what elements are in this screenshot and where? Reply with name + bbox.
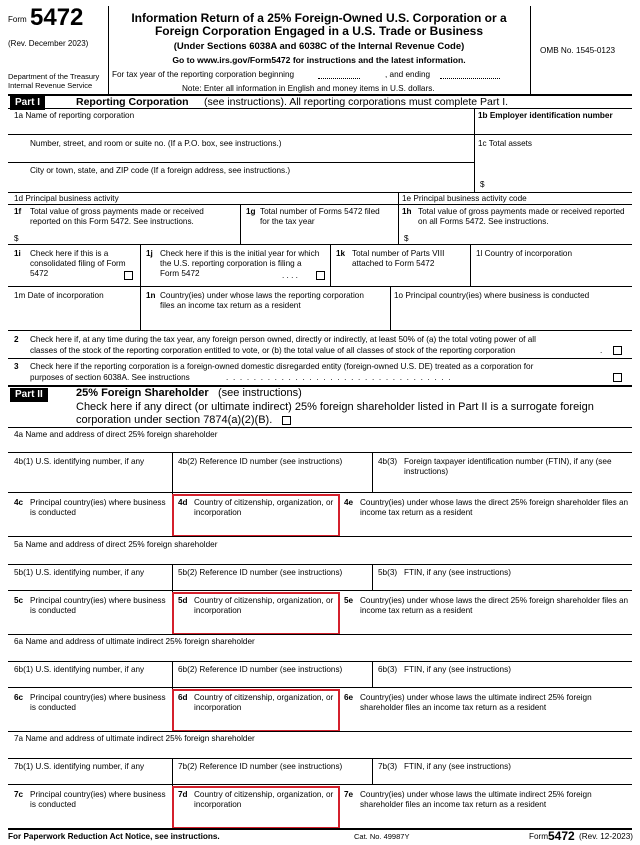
tax-year-end-field[interactable] — [440, 78, 500, 79]
goto-instructions: Go to www.irs.gov/Form5472 for instructions and the latest information. — [172, 55, 466, 65]
line-5a-label: 5a Name and address of direct 25% foreign shareholder — [14, 540, 218, 549]
line-7b3-text: FTIN, if any (see instructions) — [404, 762, 511, 771]
line-5b3-num: 5b(3) — [378, 568, 398, 577]
line-7d-highlight — [172, 786, 340, 829]
form-footer — [0, 829, 640, 845]
part-2-tag: Part II — [10, 388, 48, 402]
line-4d-text: Country of citizenship, organization, or incorporation — [194, 498, 334, 517]
street-label: Number, street, and room or suite no. (If a P.O. box, see instructions.) — [30, 139, 282, 148]
line-1m-label: 1m Date of incorporation — [14, 291, 104, 300]
english-note: Note: Enter all information in English and money items in U.S. dollars. — [182, 84, 435, 93]
line-3-text-a: Check here if the reporting corporation is a foreign-owned domestic disregarded entity (foreign-owned U.S. DE) treated as a corporation for — [30, 362, 534, 371]
service: Internal Revenue Service — [8, 81, 93, 90]
line-7b3-num: 7b(3) — [378, 762, 398, 771]
line-1o-label: 1o Principal country(ies) where business is conducted — [394, 291, 590, 300]
line-1a-label: 1a Name of reporting corporation — [14, 111, 135, 120]
line-1g-num: 1g — [246, 207, 256, 216]
city-label: City or town, state, and ZIP code (If a foreign address, see instructions.) — [30, 166, 291, 175]
line-2-dots: . — [600, 346, 603, 355]
line-1f-text: Total value of gross payments made or received reported on this Form 5472. See instructions. — [30, 207, 204, 226]
line-5d-num: 5d — [178, 596, 188, 605]
line-4e-text: Country(ies) under whose laws the direct 25% foreign shareholder files an income tax return as a resident — [360, 498, 629, 517]
surrogate-foreign-corp-checkbox[interactable] — [282, 416, 291, 425]
line-4d-highlight — [172, 494, 340, 537]
line-1l-label: 1l Country of incorporation — [476, 249, 573, 258]
line-6d-num: 6d — [178, 693, 188, 702]
line-5b3-text: FTIN, if any (see instructions) — [404, 568, 511, 577]
line-4c-num: 4c — [14, 498, 24, 507]
line-6c-text: Principal country(ies) where business is conducted — [30, 693, 166, 712]
line-4e-num: 4e — [344, 498, 354, 507]
line-7d-num: 7d — [178, 790, 188, 799]
line-1c-label: 1c Total assets — [478, 139, 533, 148]
form-subtitle: (Under Sections 6038A and 6038C of the Internal Revenue Code) — [173, 41, 465, 52]
foreign-50pct-checkbox[interactable] — [613, 346, 622, 355]
line-5c-num: 5c — [14, 596, 24, 605]
surrogate-text-1: Check here if any direct (or ultimate indirect) 25% foreign shareholder listed in Part II is a surrogate foreign — [76, 401, 594, 413]
catalog-number: Cat. No. 49987Y — [354, 832, 410, 841]
line-3-dots: . . . . . . . . . . . . . . . . . . . . . . . . . . . . . . . . . — [226, 373, 452, 382]
line-1h-dollar: $ — [404, 234, 409, 243]
surrogate-text-2: corporation under section 7874(a)(2)(B). — [76, 414, 273, 426]
line-4b2-label: 4b(2) Reference ID number (see instructions) — [178, 457, 343, 466]
tax-year-begin-field[interactable] — [318, 78, 360, 79]
form-header — [0, 0, 640, 95]
line-4b1-label: 4b(1) U.S. identifying number, if any — [14, 457, 145, 466]
line-1k-text: Total number of Parts VIII attached to Form 5472 — [352, 249, 445, 268]
line-6b3-num: 6b(3) — [378, 665, 398, 674]
line-7b2-label: 7b(2) Reference ID number (see instructions) — [178, 762, 343, 771]
line-7d-text: Country of citizenship, organization, or incorporation — [194, 790, 334, 809]
form-number: 5472 — [30, 4, 84, 31]
line-5c-text: Principal country(ies) where business is conducted — [30, 596, 166, 615]
line-1j-dots: . . . . — [282, 271, 298, 280]
line-6b1-label: 6b(1) U.S. identifying number, if any — [14, 665, 145, 674]
tax-year-end-label: , and ending — [385, 70, 431, 79]
consolidated-filing-checkbox[interactable] — [124, 271, 133, 280]
line-6b3-text: FTIN, if any (see instructions) — [404, 665, 511, 674]
line-2-text-b: classes of the stock of the reporting corporation entitled to vote, or (b) the total value of all classes of stock of the reporting corporation — [30, 346, 516, 355]
line-3-num: 3 — [14, 362, 19, 371]
line-1e-label: 1e Principal business activity code — [402, 194, 527, 203]
line-6d-text: Country of citizenship, organization, or incorporation — [194, 693, 334, 712]
form-title-line2: Foreign Corporation Engaged in a U.S. Trade or Business — [154, 24, 484, 38]
footer-form-word: Form — [529, 832, 549, 841]
line-7c-text: Principal country(ies) where business is conducted — [30, 790, 166, 809]
line-6c-num: 6c — [14, 693, 24, 702]
line-5d-highlight — [172, 592, 340, 635]
footer-form-number: 5472 — [548, 829, 575, 843]
line-1f-dollar: $ — [14, 234, 19, 243]
initial-year-checkbox[interactable] — [316, 271, 325, 280]
part-1-title: Reporting Corporation — [76, 96, 189, 108]
part-2-title-note: (see instructions) — [218, 387, 302, 399]
line-3-text-b: purposes of section 6038A. See instructions — [30, 373, 190, 382]
line-1j-text: Check here if this is the initial year for which the U.S. reporting corporation is filing a Form 5472 — [160, 249, 320, 278]
line-7a-label: 7a Name and address of ultimate indirect 25% foreign shareholder — [14, 734, 255, 743]
foreign-owned-de-checkbox[interactable] — [613, 373, 622, 382]
line-1g-text: Total number of Forms 5472 filed for the tax year — [260, 207, 380, 226]
total-assets-dollar: $ — [480, 180, 485, 189]
line-1i-text: Check here if this is a consolidated filing of Form 5472 — [30, 249, 126, 278]
revision-date: (Rev. December 2023) — [8, 39, 89, 48]
line-6a-label: 6a Name and address of ultimate indirect 25% foreign shareholder — [14, 637, 255, 646]
line-5e-num: 5e — [344, 596, 354, 605]
line-2-text-a: Check here if, at any time during the tax year, any foreign person owned, directly or indirectly, at least 50% of (a) the total voting power of all — [30, 335, 536, 344]
omb-number: OMB No. 1545-0123 — [540, 46, 616, 55]
line-4b3-text: Foreign taxpayer identification number (FTIN), if any (see instructions) — [404, 457, 612, 476]
line-5b1-label: 5b(1) U.S. identifying number, if any — [14, 568, 145, 577]
line-1n-text: Country(ies) under whose laws the reporting corporation files an income tax return as a resident — [160, 291, 364, 310]
tax-year-begin-label: For tax year of the reporting corporation beginning — [112, 70, 295, 79]
footer-rev: (Rev. 12-2023) — [579, 832, 634, 841]
line-4a-label: 4a Name and address of direct 25% foreign shareholder — [14, 430, 218, 439]
line-1h-text: Total value of gross payments made or received reported on all Forms 5472. See instructions. — [418, 207, 625, 226]
line-5b2-label: 5b(2) Reference ID number (see instructions) — [178, 568, 343, 577]
line-4c-text: Principal country(ies) where business is conducted — [30, 498, 166, 517]
line-6d-highlight — [172, 689, 340, 732]
line-4b3-num: 4b(3) — [378, 457, 398, 466]
form-word: Form — [8, 15, 27, 24]
line-1n-num: 1n — [146, 291, 156, 300]
part-1-subtitle: (see instructions). All reporting corporations must complete Part I. — [204, 96, 509, 108]
line-5e-text: Country(ies) under whose laws the direct 25% foreign shareholder files an income tax return as a resident — [360, 596, 629, 615]
line-7e-text: Country(ies) under whose laws the ultimate indirect 25% foreign shareholder files an income tax return as a resident — [360, 790, 592, 809]
line-1k-num: 1k — [336, 249, 346, 258]
line-6b2-label: 6b(2) Reference ID number (see instructions) — [178, 665, 343, 674]
line-2-num: 2 — [14, 335, 19, 344]
line-1i-num: 1i — [14, 249, 21, 258]
line-1f-num: 1f — [14, 207, 22, 216]
paperwork-notice: For Paperwork Reduction Act Notice, see instructions. — [8, 832, 220, 841]
line-6e-num: 6e — [344, 693, 354, 702]
line-4d-num: 4d — [178, 498, 188, 507]
line-1b-label: 1b Employer identification number — [478, 111, 613, 120]
line-1d-label: 1d Principal business activity — [14, 194, 119, 203]
reporting-corp-name-field[interactable] — [10, 122, 472, 132]
line-7e-num: 7e — [344, 790, 354, 799]
line-1h-num: 1h — [402, 207, 412, 216]
part-1-tag: Part I — [10, 96, 45, 110]
form-title-line1: Information Return of a 25% Foreign-Owned U.S. Corporation or a — [131, 11, 507, 25]
line-1j-num: 1j — [146, 249, 153, 258]
line-7c-num: 7c — [14, 790, 24, 799]
department: Department of the Treasury — [8, 72, 100, 81]
line-7b1-label: 7b(1) U.S. identifying number, if any — [14, 762, 145, 771]
line-5d-text: Country of citizenship, organization, or incorporation — [194, 596, 334, 615]
line-6e-text: Country(ies) under whose laws the ultimate indirect 25% foreign shareholder files an income tax return as a resident — [360, 693, 592, 712]
part-2-title: 25% Foreign Shareholder — [76, 387, 209, 399]
